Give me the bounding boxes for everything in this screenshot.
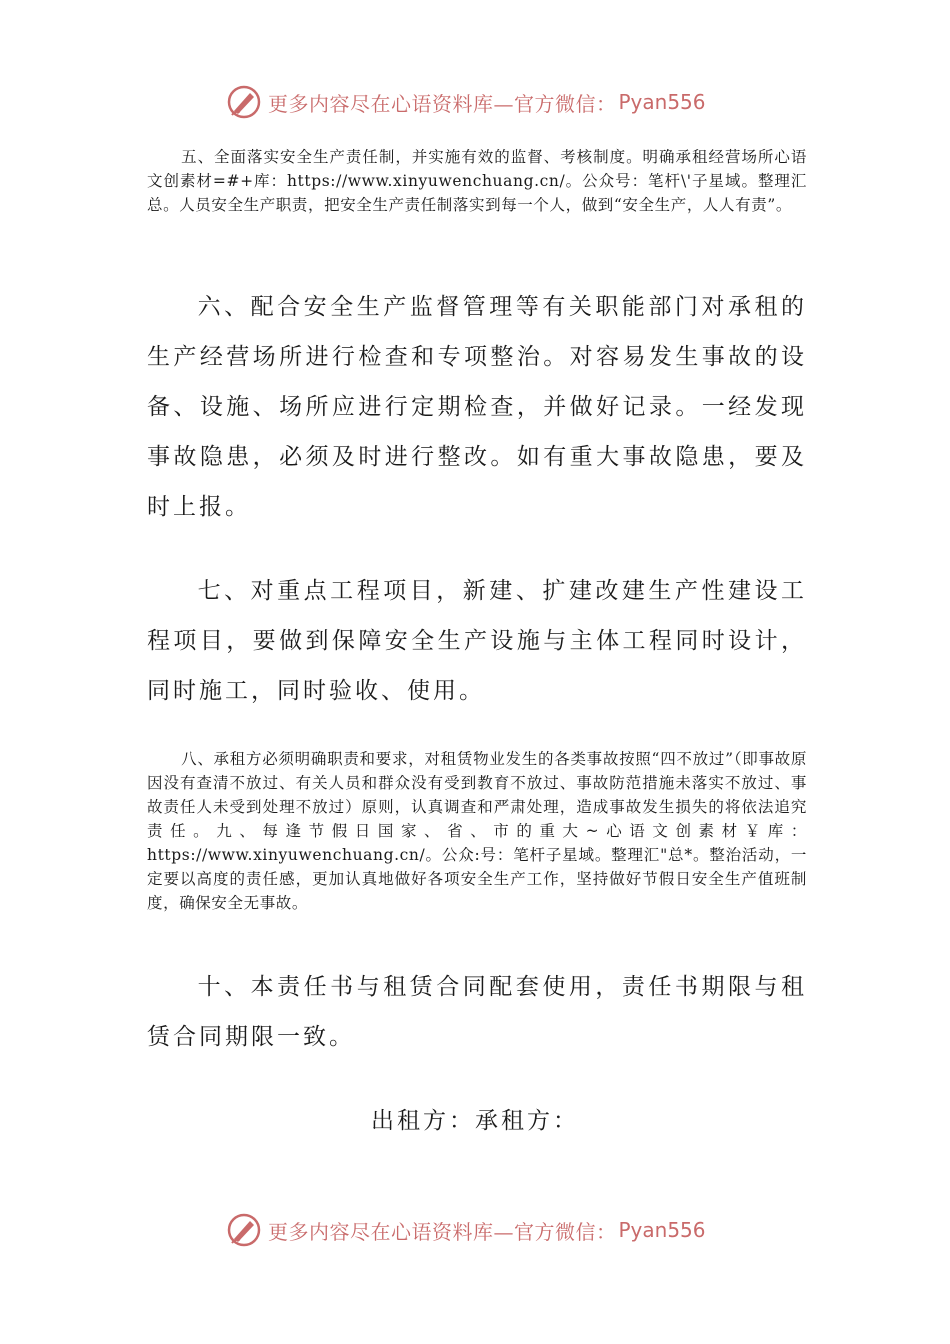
paragraph-8: 八、承租方必须明确职责和要求，对租赁物业发生的各类事故按照“四不放过”（即事故原因没有查清不放过、有关人员和群众没有受到教育不放过、事故防范措施未落实不放过、事故责任人未受到处理不放过）原则，认真调查和严肃处理，造成事故发生损失的将依法追究责任。九、每逢节假日国家、省、市的重大~心语文创素材￥库：https://www.xinyuwenchuang.cn/。公众:号：笔杆子星域。整理汇"总*。整治活动，一定要以高度的责任感，更加认真地做好各项安全生产工作，坚持做好节假日安全生产值班制度，确保安全无事故。 bbox=[147, 750, 807, 912]
watermark-banner-bottom bbox=[226, 1210, 706, 1250]
signature-line: 出租方：承租方： bbox=[371, 1108, 579, 1134]
watermark-text: 更多内容尽在心语资料库—官方微信： bbox=[268, 1219, 617, 1244]
paragraph-7: 七、对重点工程项目，新建、扩建改建生产性建设工程项目，要做到保障安全生产设施与主体工程同时设计，同时施工，同时验收、使用。 bbox=[147, 578, 807, 704]
paragraph-6: 六、配合安全生产监督管理等有关职能部门对承租的生产经营场所进行检查和专项整治。对容易发生事故的设备、设施、场所应进行定期检查，并做好记录。一经发现事故隐患，必须及时进行整改。如有重大事故隐患，要及时上报。 bbox=[147, 294, 807, 520]
watermark-banner-top bbox=[226, 82, 706, 122]
watermark-wechat-id: Pyan556 bbox=[618, 1218, 706, 1242]
watermark-wechat-id: Pyan556 bbox=[618, 90, 706, 114]
paragraph-5: 五、全面落实安全生产责任制，并实施有效的监督、考核制度。明确承租经营场所心语文创素材=#+库：https://www.xinyuwenchuang.cn/。公众号：笔杆\'子星域。整理汇总。人员安全生产职责，把安全生产责任制落实到每一个人，做到“安全生产，人人有责”。 bbox=[147, 148, 807, 214]
watermark-text: 更多内容尽在心语资料库—官方微信： bbox=[268, 91, 617, 116]
pen-nib-logo-icon bbox=[226, 1212, 262, 1248]
pen-nib-logo-icon bbox=[226, 84, 262, 120]
paragraph-10: 十、本责任书与租赁合同配套使用，责任书期限与租赁合同期限一致。 bbox=[147, 974, 807, 1050]
